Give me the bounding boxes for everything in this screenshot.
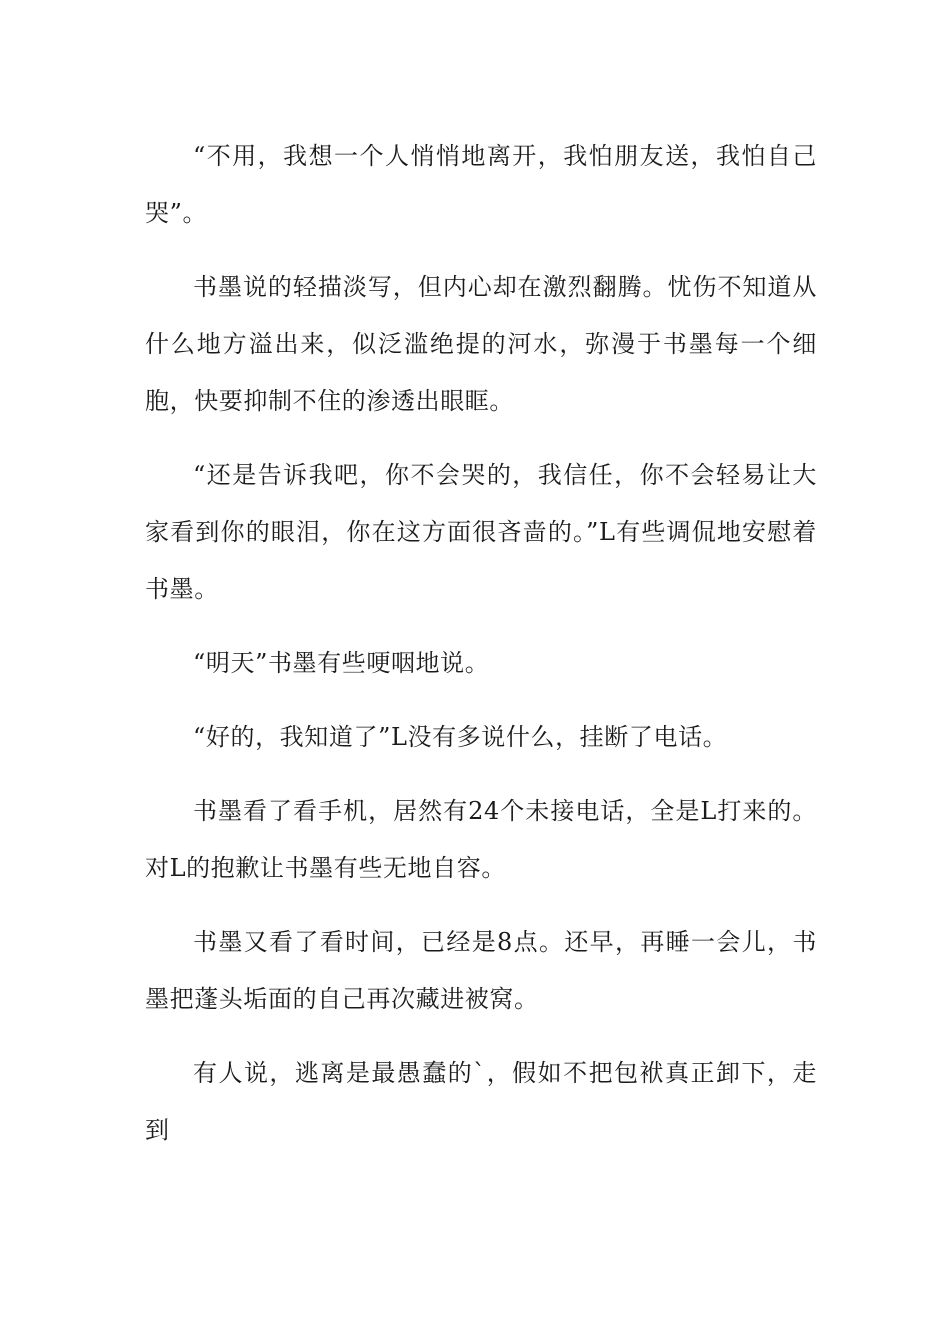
paragraph-7: 书墨又看了看时间，已经是8点。还早，再睡一会儿，书墨把蓬头垢面的自己再次藏进被窝。: [145, 928, 817, 1013]
paragraph-8: 有人说，逃离是最愚蠢的`，假如不把包袱真正卸下，走到: [145, 1059, 817, 1144]
paragraph-6: 书墨看了看手机，居然有24个未接电话，全是L打来的。对L的抱歉让书墨有些无地自容。: [145, 797, 817, 882]
paragraph-2: 书墨说的轻描淡写，但内心却在激烈翻腾。忧伤不知道从什么地方溢出来，似泛滥绝提的河水，弥漫于书墨每一个细胞，快要抑制不住的渗透出眼眶。: [145, 273, 817, 415]
paragraph-5: “好的，我知道了”L没有多说什么，挂断了电话。: [193, 723, 728, 751]
paragraph-1: “不用，我想一个人悄悄地离开，我怕朋友送，我怕自己哭”。: [145, 142, 817, 227]
paragraph-4: “明天”书墨有些哽咽地说。: [193, 649, 490, 677]
paragraph-3: “还是告诉我吧，你不会哭的，我信任，你不会轻易让大家看到你的眼泪，你在这方面很吝啬的。”L有些调侃地安慰着书墨。: [145, 461, 817, 603]
document-body: [145, 128, 817, 1176]
